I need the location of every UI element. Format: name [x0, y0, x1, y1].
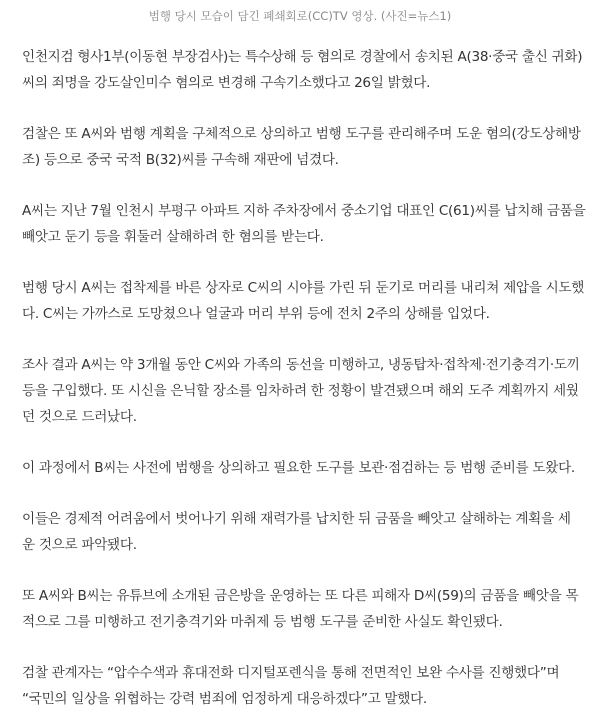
paragraph-line: 빼앗고 둔기 등을 휘둘러 살해하려 한 혐의를 받는다.	[22, 229, 324, 245]
paragraph-line: 또 A씨와 B씨는 유튜브에 소개된 금은방을 운영하는 또 다른 피해자 D씨(59)의 금품을 빼앗을 목	[22, 588, 579, 604]
paragraph-line: 다. C씨는 가까스로 도망쳤으나 얼굴과 머리 부위 등에 전치 2주의 상해를 입었다.	[22, 306, 490, 322]
paragraph-line: 검찰은 또 A씨와 범행 계획을 구체적으로 상의하고 범행 도구를 관리해주며 도운 혐의(강도상해방	[22, 126, 581, 142]
paragraph-line: 범행 당시 A씨는 접착제를 바른 상자로 C씨의 시야를 가린 뒤 둔기로 머리를 내리쳐 제압을 시도했	[22, 280, 585, 296]
article-paragraph	[22, 44, 584, 96]
paragraph-line: 이들은 경제적 어려움에서 벗어나기 위해 재력가를 납치한 뒤 금품을 빼앗고 살해하는 계획을 세	[22, 511, 571, 527]
paragraph-line: 등을 구입했다. 또 시신을 은닉할 장소를 임차하려 한 정황이 발견됐으며 해외 도주 계획까지 세웠	[22, 383, 579, 399]
article-paragraph	[22, 352, 584, 430]
paragraph-line: “국민의 일상을 위협하는 강력 범죄에 엄정하게 대응하겠다”고 말했다.	[22, 691, 427, 707]
article-paragraph	[22, 506, 584, 558]
paragraph-line: 인천지검 형사1부(이동현 부장검사)는 특수상해 등 혐의로 경찰에서 송치된 A(38·중국 출신 귀화)	[22, 49, 583, 65]
photo-caption: 범행 당시 모습이 담긴 폐쇄회로(CC)TV 영상. (사진=뉴스1)	[148, 9, 452, 23]
paragraph-line: 조) 등으로 중국 국적 B(32)씨를 구속해 재판에 넘겼다.	[22, 152, 339, 168]
paragraph-line: 운 것으로 파악됐다.	[22, 537, 137, 553]
article-paragraph	[22, 660, 584, 712]
article-paragraph	[22, 121, 584, 173]
paragraph-line: 씨의 죄명을 강도살인미수 혐의로 변경해 구속기소했다고 26일 밝혔다.	[22, 75, 431, 91]
paragraph-line: A씨는 지난 7월 인천시 부평구 아파트 지하 주차장에서 중소기업 대표인 C(61)씨를 납치해 금품을	[22, 203, 586, 219]
article-paragraph	[22, 198, 584, 250]
article-paragraph	[22, 275, 584, 327]
paragraph-line: 적으로 그를 미행하고 전기충격기와 마취제 등 범행 도구를 준비한 사실도 확인됐다.	[22, 614, 503, 630]
paragraph-line: 조사 결과 A씨는 약 3개월 동안 C씨와 가족의 동선을 미행하고, 냉동탑차·접착제·전기충격기·도끼	[22, 357, 580, 373]
article-paragraph	[22, 455, 584, 481]
article-body	[0, 26, 600, 712]
article-paragraph	[22, 583, 584, 635]
paragraph-line: 이 과정에서 B씨는 사전에 범행을 상의하고 필요한 도구를 보관·점검하는 등 범행 준비를 도왔다.	[22, 460, 575, 476]
paragraph-line: 검찰 관계자는 “압수수색과 휴대전화 디지털포렌식을 통해 전면적인 보완 수사를 진행했다”며	[22, 665, 560, 681]
paragraph-line: 던 것으로 드러났다.	[22, 409, 137, 425]
